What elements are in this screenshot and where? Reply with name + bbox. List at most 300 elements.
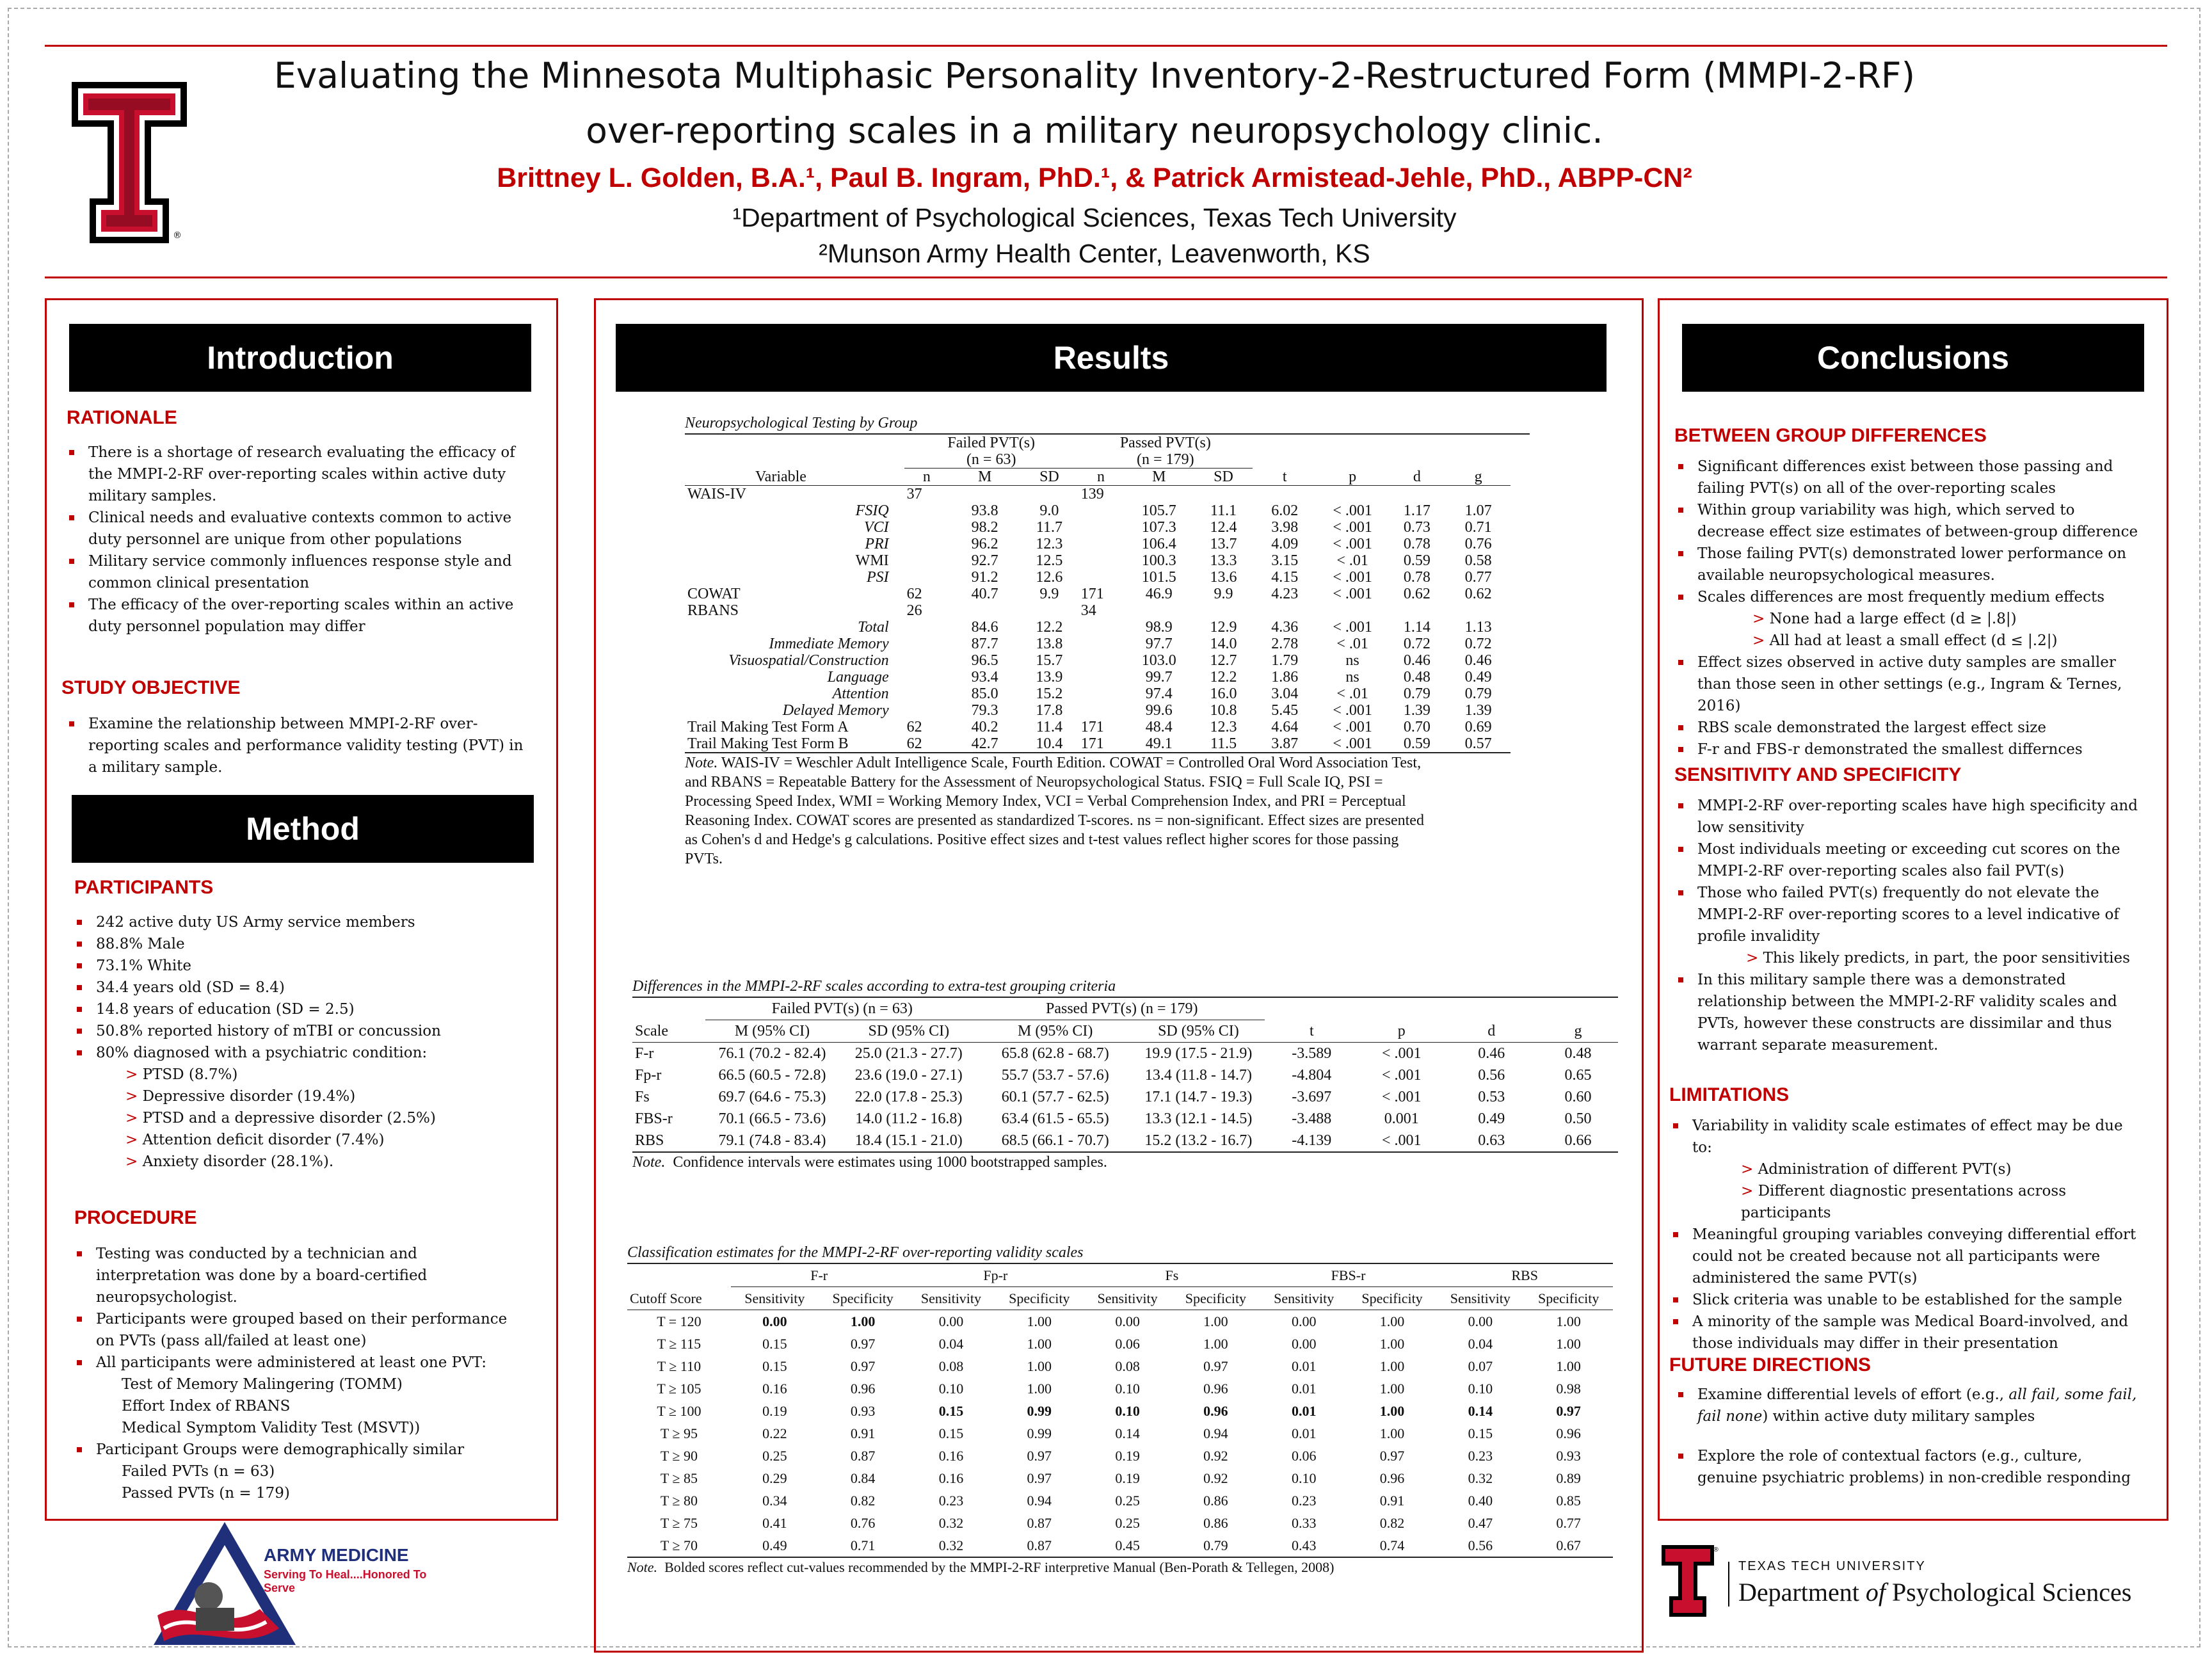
- table-cell: ns: [1345, 652, 1359, 669]
- table-1-group-row: [685, 435, 1511, 469]
- table-cell: [904, 536, 950, 552]
- list-item: Significant differences exist between those passing and failing PVT(s) on all of the over-reporting scales: [1676, 456, 2142, 499]
- table-cell: 12.3: [1210, 719, 1237, 735]
- table-cell: 1.07: [1464, 502, 1492, 519]
- table-cell: RBS: [635, 1132, 664, 1149]
- table-cell: COWAT: [687, 586, 741, 602]
- table-cell: [1020, 486, 1078, 503]
- table-cell: 5.45: [1271, 702, 1299, 719]
- table-cell: < .001: [1381, 1067, 1422, 1084]
- scale-header: Fs: [1084, 1264, 1260, 1287]
- table-cell: 1.86: [1271, 669, 1299, 685]
- table-cell: [1253, 602, 1317, 619]
- table-cell: 12.3: [1036, 536, 1063, 552]
- table-cell: 0.40: [1468, 1493, 1493, 1509]
- table-cell: 98.9: [1145, 619, 1173, 636]
- list-item: Those failing PVT(s) demonstrated lower performance on available neuropsychological measures.: [1676, 543, 2142, 586]
- ttu-university-name: TEXAS TECH UNIVERSITY: [1738, 1559, 1926, 1573]
- table-3-body: [627, 1310, 1613, 1557]
- table-3-caption: Classification estimates for the MMPI-2-RF over-reporting validity scales: [627, 1244, 1084, 1261]
- table-1-caption: Neuropsychological Testing by Group: [685, 415, 918, 431]
- table-cell: 40.2: [971, 719, 998, 735]
- limitations-list-2: [1671, 1224, 2142, 1354]
- table-cell: 87.7: [971, 636, 998, 652]
- table-cell: 0.62: [1464, 586, 1492, 602]
- table-row: [685, 652, 1511, 669]
- table-cell: 0.92: [1203, 1448, 1228, 1464]
- table-cell: 0.91: [1379, 1493, 1405, 1509]
- table-cell: 0.94: [1203, 1425, 1228, 1441]
- between-group-list-2: [1676, 652, 2142, 760]
- table-cell: 0.15: [938, 1403, 964, 1419]
- table-cell: 1.00: [1027, 1358, 1052, 1374]
- table-cell: -3.488: [1292, 1110, 1332, 1127]
- table-cell: 62: [906, 719, 922, 735]
- table-cell: 11.1: [1210, 502, 1237, 519]
- table-cell: 0.33: [1291, 1515, 1317, 1531]
- column-header: d: [1487, 1022, 1496, 1039]
- procedure-list: [74, 1243, 522, 1504]
- table-cell: 0.71: [850, 1537, 876, 1553]
- table-cell: 0.56: [1478, 1067, 1505, 1084]
- table-cell: 84.6: [971, 619, 998, 636]
- table-cell: 0.99: [1027, 1403, 1052, 1419]
- table-cell: 79.1 (74.8 - 83.4): [718, 1132, 826, 1149]
- table-cell: -4.139: [1292, 1132, 1332, 1149]
- table-cell: 0.56: [1468, 1537, 1493, 1553]
- table-cell: 46.9: [1145, 586, 1173, 602]
- table-cell: < .001: [1333, 702, 1372, 719]
- list-item: > Administration of different PVT(s): [1741, 1161, 2012, 1178]
- table-row: [685, 669, 1511, 685]
- table-cell: 0.65: [1564, 1067, 1592, 1084]
- poster-title-line-1: Evaluating the Minnesota Multiphasic Personality Inventory-2-Restructured Form (MMPI-2-RF): [273, 55, 1916, 96]
- table-cell: [1194, 486, 1253, 503]
- list-item: > Depressive disorder (19.4%): [125, 1088, 356, 1105]
- table-cell: 1.00: [1203, 1336, 1228, 1352]
- column-header: M (95% CI): [1018, 1023, 1093, 1039]
- table-cell: 22.0 (17.8 - 25.3): [854, 1089, 963, 1105]
- table-cell: 0.97: [1556, 1403, 1581, 1419]
- table-cell: 60.1 (57.7 - 62.5): [1001, 1089, 1109, 1105]
- between-group-block: [1676, 456, 2142, 760]
- table-cell: 0.93: [850, 1403, 876, 1419]
- table-cell: 0.15: [762, 1358, 787, 1374]
- table-cell: 0.16: [938, 1470, 964, 1486]
- table-cell: [1253, 486, 1317, 503]
- table-cell: 97.7: [1145, 636, 1173, 652]
- results-header: Results: [616, 324, 1607, 392]
- table-cell: 0.97: [1203, 1358, 1228, 1374]
- table-cell: 0.23: [1291, 1493, 1317, 1509]
- table-cell: 0.04: [1468, 1336, 1493, 1352]
- list-item: 50.8% reported history of mTBI or concussion: [74, 1020, 535, 1042]
- table-cell: 49.1: [1145, 735, 1173, 752]
- table-cell: 0.91: [850, 1425, 876, 1441]
- table-cell: T ≥ 70: [660, 1537, 698, 1553]
- table-cell: -4.804: [1292, 1067, 1332, 1084]
- table-cell: 0.00: [1115, 1313, 1140, 1329]
- table-cell: T ≥ 85: [660, 1470, 698, 1486]
- table-1-note: Note. WAIS-IV = Weschler Adult Intelligence Scale, Fourth Edition. COWAT = Controlled Oral Word Association Test, and RBANS = Repeatable Battery for the Assessment of Neuropsychological Status. FSIQ = Full Scale IQ, PSI = Processing Speed Index, WMI = Working Memory Index, VCI = Verbal Comprehension Index, and PRI = Perceptual Reasoning Index. COWAT scores are presented as standardized T-scores. ns = non-significant. Effect sizes are presented as Cohen's d and Hedge's g calculations. Positive effect sizes and t-test values reflect higher scores for those passing PVTs.: [685, 755, 1424, 867]
- table-cell: 19.9 (17.5 - 21.9): [1144, 1045, 1253, 1062]
- table-cell: [1078, 552, 1124, 569]
- table-cell: [1078, 536, 1124, 552]
- table-cell: 0.97: [850, 1358, 876, 1374]
- list-item: 14.8 years of education (SD = 2.5): [74, 998, 535, 1020]
- failed-group-label: Failed PVT(s) (n = 63): [904, 435, 1078, 469]
- table-cell: 0.97: [1379, 1448, 1405, 1464]
- column-header: Sensitivity: [744, 1290, 805, 1306]
- table-cell: 0.16: [762, 1381, 787, 1397]
- affiliation-1: ¹Department of Psychological Sciences, Texas Tech University: [732, 203, 1457, 232]
- table-cell: 37: [906, 486, 922, 502]
- table-cell: < .01: [1336, 685, 1368, 702]
- column-header: Variable: [755, 468, 806, 485]
- table-cell: 0.76: [1464, 536, 1492, 552]
- poster-authors: Brittney L. Golden, B.A.¹, Paul B. Ingram, PhD.¹, & Patrick Armistead-Jehle, PhD., ABPP-CN²: [497, 163, 1692, 193]
- list-item: > All had at least a small effect (d ≤ |.2|): [1752, 632, 2058, 649]
- table-row: [685, 735, 1511, 752]
- table-cell: 13.8: [1036, 636, 1063, 652]
- table-cell: T ≥ 100: [657, 1403, 701, 1419]
- column-header: p: [1349, 468, 1357, 485]
- table-cell: 11.5: [1210, 735, 1237, 752]
- table-cell: 0.96: [850, 1381, 876, 1397]
- table-cell: 107.3: [1141, 519, 1176, 536]
- table-cell: 12.6: [1036, 569, 1063, 586]
- table-cell: Visuospatial/Construction: [728, 652, 889, 669]
- method-header: Method: [72, 795, 534, 863]
- table-cell: 0.77: [1464, 569, 1492, 586]
- table-cell: 9.0: [1039, 502, 1059, 519]
- header-top-rule: [45, 45, 2167, 47]
- table-cell: 0.01: [1291, 1381, 1317, 1397]
- table-mmpi-differences: [632, 978, 1618, 1172]
- table-row: [632, 1108, 1618, 1130]
- table-cell: 0.48: [1564, 1045, 1592, 1062]
- table-cell: 0.85: [1556, 1493, 1581, 1509]
- table-cell: -3.589: [1292, 1045, 1332, 1062]
- table-cell: 0.92: [1203, 1470, 1228, 1486]
- list-item: 88.8% Male: [74, 933, 535, 955]
- table-3: [627, 1264, 1613, 1557]
- table-cell: 106.4: [1141, 536, 1176, 552]
- list-item: RBS scale demonstrated the largest effect size: [1676, 717, 2142, 739]
- list-item: Examine the relationship between MMPI-2-RF over-reporting scales and performance validity testing (PVT) in a military sample.: [67, 713, 527, 778]
- table-cell: 96.5: [971, 652, 998, 669]
- column-header: Sensitivity: [1274, 1290, 1334, 1306]
- table-cell: < .01: [1336, 552, 1368, 569]
- table-cell: 0.99: [1027, 1425, 1052, 1441]
- sensitivity-list: [1676, 795, 2142, 947]
- table-neuropsych-testing: [685, 415, 1530, 869]
- table-cell: 0.10: [938, 1381, 964, 1397]
- table-cell: [904, 519, 950, 536]
- table-1: [685, 435, 1511, 752]
- table-cell: 0.86: [1203, 1493, 1228, 1509]
- table-row: [627, 1400, 1613, 1422]
- table-cell: 13.9: [1036, 669, 1063, 685]
- table-cell: 15.7: [1036, 652, 1063, 669]
- table-cell: 0.01: [1291, 1358, 1317, 1374]
- table-cell: 0.15: [1468, 1425, 1493, 1441]
- table-cell: T ≥ 90: [660, 1448, 698, 1464]
- table-cell: 10.4: [1036, 735, 1063, 752]
- table-cell: 62: [906, 586, 922, 602]
- table-cell: 0.67: [1556, 1537, 1581, 1553]
- participants-list: [74, 911, 535, 1064]
- table-cell: WAIS-IV: [687, 486, 746, 502]
- table-cell: 0.82: [850, 1493, 876, 1509]
- table-cell: 0.01: [1291, 1403, 1317, 1419]
- table-cell: Delayed Memory: [782, 702, 889, 719]
- table-cell: 70.1 (66.5 - 73.6): [718, 1110, 826, 1127]
- scale-header: Fp-r: [907, 1264, 1084, 1287]
- column-header: t: [1282, 468, 1287, 485]
- list-item: Medical Symptom Validity Test (MSVT)): [122, 1420, 421, 1436]
- table-cell: 0.08: [1115, 1358, 1140, 1374]
- column-header: g: [1574, 1022, 1582, 1039]
- table-cell: T ≥ 80: [660, 1493, 698, 1509]
- table-row: [685, 719, 1511, 735]
- list-item: All participants were administered at least one PVT: Test of Memory Malingering (TOMM) Effort Index of RBANS Medical Symptom Validity Test (MSVT)): [74, 1352, 522, 1439]
- table-row: [685, 619, 1511, 636]
- table-cell: 79.3: [971, 702, 998, 719]
- table-cell: < .001: [1333, 586, 1372, 602]
- table-cell: 0.72: [1403, 636, 1431, 652]
- table-cell: 0.29: [762, 1470, 787, 1486]
- table-cell: [1020, 602, 1078, 619]
- list-item: Most individuals meeting or exceeding cut scores on the MMPI-2-RF over-reporting scales also fail PVT(s): [1676, 838, 2142, 882]
- effect-size-sublist: [1676, 608, 2142, 652]
- table-cell: 0.47: [1468, 1515, 1493, 1531]
- table-cell: RBANS: [687, 602, 739, 619]
- table-cell: 0.79: [1464, 685, 1492, 702]
- table-cell: 92.7: [971, 552, 998, 569]
- list-item: 73.1% White: [74, 955, 535, 977]
- table-cell: 0.70: [1403, 719, 1431, 735]
- table-cell: 3.04: [1271, 685, 1299, 702]
- column-header: M: [1152, 469, 1166, 485]
- table-cell: 0.62: [1403, 586, 1431, 602]
- table-cell: 0.79: [1203, 1537, 1228, 1553]
- table-row: [632, 1130, 1618, 1151]
- table-cell: 1.00: [1379, 1381, 1405, 1397]
- limitations-list: [1671, 1115, 2142, 1158]
- list-item: 80% diagnosed with a psychiatric condition:: [74, 1042, 535, 1064]
- table-cell: 0.25: [762, 1448, 787, 1464]
- table-row: [685, 685, 1511, 702]
- sensitivity-list-2: [1676, 969, 2142, 1056]
- table-3-header-row: [627, 1287, 1613, 1310]
- pvt-list: [96, 1374, 522, 1439]
- table-cell: 97.4: [1145, 685, 1173, 702]
- army-medicine-logo: [151, 1519, 452, 1647]
- table-cell: 0.96: [1203, 1403, 1228, 1419]
- table-cell: 1.00: [1379, 1425, 1405, 1441]
- table-cell: 0.84: [850, 1470, 876, 1486]
- table-cell: T ≥ 115: [657, 1336, 701, 1352]
- table-cell: 0.25: [1115, 1493, 1140, 1509]
- table-cell: [904, 669, 950, 685]
- table-cell: < .001: [1333, 536, 1372, 552]
- table-cell: T = 120: [657, 1313, 701, 1329]
- table-cell: 0.72: [1464, 636, 1492, 652]
- column-header: Sensitivity: [920, 1290, 982, 1306]
- table-cell: 0.46: [1478, 1045, 1505, 1062]
- list-item: > Different diagnostic presentations across participants: [1741, 1183, 2067, 1221]
- table-cell: 3.87: [1271, 735, 1299, 752]
- table-cell: 3.98: [1271, 519, 1299, 536]
- table-cell: [1078, 636, 1124, 652]
- table-cell: 68.5 (66.1 - 70.7): [1001, 1132, 1109, 1149]
- table-cell: 1.00: [1556, 1358, 1581, 1374]
- list-item: The efficacy of the over-reporting scales within an active duty personnel population may differ: [67, 594, 527, 637]
- table-row: [627, 1467, 1613, 1489]
- table-cell: 0.16: [938, 1448, 964, 1464]
- table-cell: [1078, 652, 1124, 669]
- table-cell: 18.4 (15.1 - 21.0): [854, 1132, 963, 1149]
- table-cell: 96.2: [971, 536, 998, 552]
- table-row: [632, 1043, 1618, 1065]
- table-cell: Immediate Memory: [769, 636, 889, 652]
- rationale-heading: RATIONALE: [67, 407, 177, 428]
- table-cell: Attention: [832, 685, 889, 702]
- ttu-department-name: Department of Psychological Sciences: [1738, 1578, 2132, 1607]
- table-row: [685, 602, 1511, 619]
- limitations-block: [1671, 1115, 2142, 1354]
- list-item: In this military sample there was a demonstrated relationship between the MMPI-2-RF validity scales and PVTs, however these constructs are dissimilar and thus warrant separate measurement.: [1676, 969, 2142, 1056]
- table-cell: [949, 486, 1020, 503]
- table-cell: 62: [906, 735, 922, 752]
- scale-header: FBS-r: [1260, 1264, 1437, 1287]
- scale-header: F-r: [731, 1264, 908, 1287]
- sensitivity-sublist: [1676, 947, 2142, 969]
- table-cell: < .001: [1381, 1089, 1422, 1105]
- ttu-double-t-icon: [1662, 1545, 1714, 1617]
- table-cell: 1.00: [1379, 1313, 1405, 1329]
- table-cell: 0.96: [1556, 1425, 1581, 1441]
- table-cell: 93.8: [971, 502, 998, 519]
- table-cell: 55.7 (53.7 - 57.6): [1001, 1067, 1109, 1084]
- table-row: [627, 1445, 1613, 1467]
- table-cell: 12.5: [1036, 552, 1063, 569]
- table-cell: 9.9: [1039, 586, 1059, 602]
- table-row: [685, 502, 1511, 519]
- table-cell: 15.2: [1036, 685, 1063, 702]
- column-header: SD: [1214, 469, 1233, 485]
- table-cell: 0.59: [1403, 735, 1431, 752]
- column-header: p: [1397, 1022, 1406, 1039]
- table-cell: 100.3: [1141, 552, 1176, 569]
- table-cell: [1078, 702, 1124, 719]
- column-header: Specificity: [832, 1290, 894, 1306]
- table-cell: [1388, 602, 1447, 619]
- list-item: Within group variability was high, which served to decrease effect size estimates of between-group difference: [1676, 499, 2142, 543]
- table-cell: 0.22: [762, 1425, 787, 1441]
- table-cell: [1317, 602, 1388, 619]
- table-cell: 1.00: [1027, 1381, 1052, 1397]
- column-header: n: [1097, 469, 1105, 485]
- list-item: MMPI-2-RF over-reporting scales have high specificity and low sensitivity: [1676, 795, 2142, 838]
- sensitivity-heading: SENSITIVITY AND SPECIFICITY: [1674, 764, 1962, 785]
- list-item: Meaningful grouping variables conveying differential effort could not be created because not all participants were administered the same PVT(s): [1671, 1224, 2142, 1289]
- table-cell: 0.15: [762, 1336, 787, 1352]
- list-item: Participants were grouped based on their performance on PVTs (pass all/failed at least one): [74, 1308, 522, 1352]
- list-item: A minority of the sample was Medical Board-involved, and those individuals may differ in their presentation: [1671, 1311, 2142, 1354]
- list-item: > This likely predicts, in part, the poor sensitivities: [1746, 950, 2130, 966]
- table-cell: [1123, 486, 1194, 503]
- table-cell: 0.07: [1468, 1358, 1493, 1374]
- table-cell: 91.2: [971, 569, 998, 586]
- table-cell: 0.23: [1468, 1448, 1493, 1464]
- table-cell: 0.32: [938, 1515, 964, 1531]
- table-cell: 0.74: [1379, 1537, 1405, 1553]
- column-header: Specificity: [1361, 1290, 1423, 1306]
- table-cell: 0.001: [1384, 1110, 1419, 1127]
- table-cell: 0.04: [938, 1336, 964, 1352]
- table-cell: [904, 685, 950, 702]
- column-header: Sensitivity: [1450, 1290, 1511, 1306]
- table-cell: 14.0: [1210, 636, 1237, 652]
- column-header: SD (95% CI): [868, 1023, 950, 1039]
- table-cell: 13.7: [1210, 536, 1237, 552]
- table-cell: 0.79: [1403, 685, 1431, 702]
- table-cell: 0.94: [1027, 1493, 1052, 1509]
- table-cell: 1.00: [1379, 1403, 1405, 1419]
- table-cell: 0.97: [1027, 1470, 1052, 1486]
- table-cell: T ≥ 75: [660, 1515, 698, 1531]
- table-cell: 0.86: [1203, 1515, 1228, 1531]
- table-cell: 4.15: [1271, 569, 1299, 586]
- table-cell: [1078, 519, 1124, 536]
- column-header: Scale: [635, 1022, 668, 1039]
- table-cell: 26: [906, 602, 922, 619]
- between-group-heading: BETWEEN GROUP DIFFERENCES: [1674, 425, 1987, 446]
- table-cell: 0.87: [1027, 1537, 1052, 1553]
- table-cell: F-r: [635, 1045, 654, 1062]
- table-cell: 1.00: [1556, 1336, 1581, 1352]
- table-cell: 25.0 (21.3 - 27.7): [854, 1045, 963, 1062]
- table-cell: [904, 502, 950, 519]
- table-cell: 9.9: [1214, 586, 1233, 602]
- table-cell: 93.4: [971, 669, 998, 685]
- table-cell: 1.00: [1379, 1358, 1405, 1374]
- column-header: SD: [1039, 469, 1059, 485]
- table-cell: 0.32: [1468, 1470, 1493, 1486]
- table-row: [685, 536, 1511, 552]
- table-cell: 0.48: [1403, 669, 1431, 685]
- table-cell: PSI: [867, 569, 889, 586]
- list-item: Test of Memory Malingering (TOMM): [122, 1376, 403, 1393]
- table-cell: [904, 636, 950, 652]
- table-cell: < .001: [1333, 519, 1372, 536]
- table-cell: 0.97: [1027, 1448, 1052, 1464]
- table-cell: 6.02: [1271, 502, 1299, 519]
- table-cell: Language: [827, 669, 889, 685]
- table-cell: 1.00: [1379, 1336, 1405, 1352]
- table-cell: 23.6 (19.0 - 27.1): [854, 1067, 963, 1084]
- table-cell: 0.00: [938, 1313, 964, 1329]
- table-cell: 0.78: [1403, 569, 1431, 586]
- table-cell: [1078, 685, 1124, 702]
- table-cell: Fp-r: [635, 1067, 662, 1084]
- list-item: Variability in validity scale estimates of effect may be due to:: [1671, 1115, 2142, 1158]
- table-cell: < .01: [1336, 636, 1368, 652]
- army-medicine-motto: Serving To Heal....Honored To Serve: [264, 1568, 427, 1594]
- table-cell: 0.06: [1291, 1448, 1317, 1464]
